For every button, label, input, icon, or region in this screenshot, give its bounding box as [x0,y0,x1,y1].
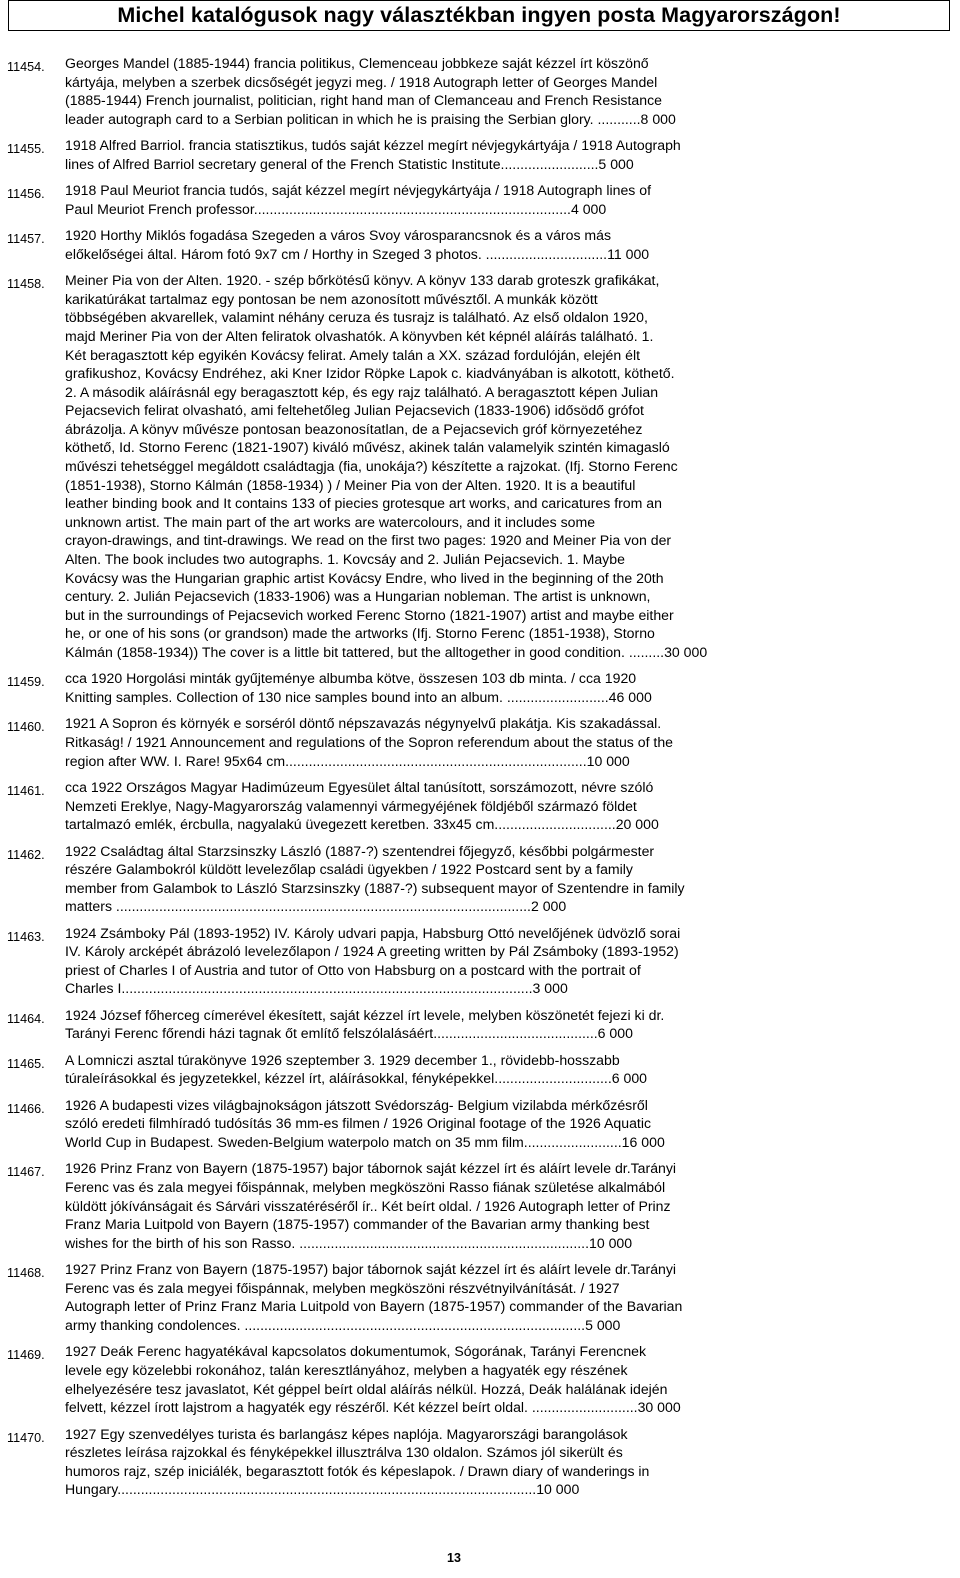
lot-item [0,1159,960,1252]
lot-number: 11467. [7,1165,45,1180]
lot-description-line: előkelőségei által. Három fotó 9x7 cm / Horthy in Szeged 3 photos. ...............................11 000 [65,245,650,262]
lot-description-line: IV. Károly arcképét ábrázoló levelezőlapon / 1924 A greeting written by Pál Zsámboky (1893-1952) [65,943,679,960]
lot-item [0,1342,960,1416]
lot-description-line: túraleírásokkal és jegyzetekkel, kézzel írt, aláírásokkal, fényképekkel..............................6 000 [65,1070,648,1087]
lot-description-line: Ritkaság! / 1921 Announcement and regulations of the Sopron referendum about the status of the [65,733,674,750]
lot-description-line: Autograph letter of Prinz Franz Maria Luitpold von Bayern (1875-1957) commander of the Bavarian [65,1298,683,1315]
lot-description-line: Alten. The book includes two autographs. 1. Kovcsáy and 2. Julián Pejacsevich. 1. Maybe [65,551,625,568]
lot-item [0,1096,960,1152]
lot-description [65,1006,897,1043]
lot-number: 11458. [7,277,45,292]
lot-number: 11460. [7,720,45,735]
lot-number: 11455. [7,142,45,157]
lot-description-line: grafikushoz, Kovácsy Endréhez, aki Kner Izidor Röpke Lapok c. kiadványában is alkotott, köthető. [65,365,675,382]
lot-description-line: crayon-drawings, and tint-drawings. We read on the first two pages: 1920 and Meiner Pia von der [65,532,672,549]
lot-number: 11456. [7,187,45,202]
lot-description-line: cca 1920 Horgolási minták gyűjteménye albumba kötve, összesen 103 db minta. / cca 1920 [65,670,637,687]
lot-item [0,1051,960,1088]
lot-description-line: leader autograph card to a Serbian politican in which he is praising the Serbian glory. ...........8 000 [65,110,676,127]
lot-description [65,924,897,998]
lot-description-line: lines of Alfred Barriol secretary general of the French Statistic Institute.........................5 000 [65,155,634,172]
lot-item [0,1006,960,1043]
lot-description-line: 1924 Zsámboky Pál (1893-1952) IV. Károly udvari papja, Habsburg Ottó nevelőjének üdvözlő sorai [65,924,681,941]
lot-description [65,842,897,916]
lot-description-line: Kovácsy was the Hungarian graphic artist Kovácsy Endre, who lived in the beginning of the 20th [65,569,664,586]
lot-item [0,226,960,263]
lot-description [65,54,897,128]
lot-description-line: Ferenc vas és zala megyei főispánnak, melyben megköszöni részvétnyilvánítását. / 1927 [65,1279,620,1296]
lot-item [0,924,960,998]
lot-description-line: 1926 Prinz Franz von Bayern (1875-1957) bajor tábornok saját kézzel írt és aláírt levele dr.Tarányi [65,1160,677,1177]
lot-description-line: kártyája, melyben a szerbek dicsőségét jegyzi meg. / 1918 Autograph letter of Georges Mandel [65,73,658,90]
lot-description-line: Charles I.........................................................................................................3 000 [65,980,568,997]
lot-item [0,669,960,706]
lot-number: 11457. [7,232,45,247]
lot-description-line: A Lomniczi asztal túrakönyve 1926 szeptember 3. 1929 december 1., rövidebb-hosszabb [65,1051,620,1068]
lot-description-line: (1885-1944) French journalist, politician, right hand man of Clemanceau and French Resistance [65,92,662,109]
lot-number: 11463. [7,929,45,944]
lot-item [0,1260,960,1334]
lot-description-line: küldött jókívánságait és Sárvári visszatéréséről ír.. Két beírt oldal. / 1926 Autograph letter of Prinz [65,1197,671,1214]
lot-description-line: but in the surroundings of Pejacsevich worked Ferenc Storno (1821-1907) artist and maybe either [65,606,674,623]
lot-description-line: 1927 Prinz Franz von Bayern (1875-1957) bajor tábornok saját kézzel írt és aláírt levele dr.Tarányi [65,1261,677,1278]
lot-description-line: 1922 Családtag által Starzsinszky László (1887-?) szentendrei főjegyző, későbbi polgármester [65,842,655,859]
lot-description-line: Tarányi Ferenc főrendi házi tagnak őt említő felszólalásáért..........................................6 000 [65,1025,633,1042]
lot-item [0,778,960,834]
lot-item [0,181,960,218]
lot-description [65,1260,897,1334]
lot-number: 11464. [7,1011,45,1026]
lot-description [65,1159,897,1252]
lot-number: 11469. [7,1348,45,1363]
lot-item [0,136,960,173]
lot-description-line: army thanking condolences. .......................................................................................5 000 [65,1316,621,1333]
lot-description-line: Meiner Pia von der Alten. 1920. - szép bőrkötésű könyv. A könyv 133 darab groteszk grafikákat, [65,272,660,289]
lot-description-line: köthető, Id. Storno Ferenc (1821-1907) kiváló művész, akinek talán valamelyik szintén kimagasló [65,439,670,456]
lot-description-line: szóló eredeti filmhíradó tudósítás 36 mm-es filmen / 1926 Original footage of the 1926 Aquatic [65,1115,652,1132]
lot-description-line: 1926 A budapesti vizes világbajnokságon játszott Svédország- Belgium vizilabda mérkőzésről [65,1096,648,1113]
lot-description-line: cca 1922 Országos Magyar Hadimúzeum Egyesület által tanúsított, sorszámozott, névre szóló [65,778,654,795]
lot-item [0,842,960,916]
lot-number: 11470. [7,1430,45,1445]
lot-description-line: 1918 Paul Meuriot francia tudós, saját kézzel megírt névjegykártyája / 1918 Autograph lines of [65,182,652,199]
lot-description-line: 1920 Horthy Miklós fogadása Szegeden a város Svoy városparancsnok és a város más [65,227,612,244]
lot-description-line: többségében akvarellek, valamint néhány ceruza és tusrajz is található. Az első oldalon 1920, [65,309,648,326]
lot-list [0,54,960,1507]
lot-description [65,1051,897,1088]
lot-description-line: region after WW. I. Rare! 95x64 cm.............................................................................10 000 [65,752,630,769]
lot-description-line: Hungary...........................................................................................................10 000 [65,1481,580,1498]
lot-description-line: Kálmán (1858-1934)) The cover is a little bit tattered, but the alltogether in good condition. .........30 000 [65,644,708,660]
lot-description [65,271,897,661]
lot-description-line: tartalmazó emlék, ércbulla, nagyalakú üvegezett keretben. 33x45 cm...............................20 000 [65,816,659,833]
lot-description-line: Pejacsevich felirat olvasható, ami feltehetőleg Julian Pejacsevich (1833-1906) idősödő grófot [65,402,644,419]
catalog-banner: Michel katalógusok nagy választékban ingyen posta Magyarországon! [8,0,950,31]
lot-description-line: member from Galambok to László Starzsinszky (1887-?) subsequent mayor of Szentendre in family [65,879,685,896]
lot-description [65,669,897,706]
lot-description-line: majd Meriner Pia von der Alten feliratok olvashatók. A könyvben két képnél aláírás található. 1. [65,327,654,344]
lot-item [0,714,960,770]
lot-number: 11454. [7,60,45,74]
lot-description-line: (1851-1938), Storno Kálmán (1858-1934) ) / Meiner Pia von der Alten. 1920. It is a beautiful [65,476,636,493]
lot-item [0,54,960,128]
lot-description-line: leather binding book and It contains 133 of piecies grotesque art works, and caricatures from an [65,495,662,512]
lot-number: 11459. [7,675,45,690]
lot-description-line: művészi tehetséggel megáldott családtagja (fia, unokája?) készítette a rajzokat. (Ifj. Storno Ferenc [65,458,678,475]
lot-description [65,778,897,834]
lot-description-line: 1924 József főherceg címerével ékesített, saját kézzel írt levele, melyben köszönetét fejezi ki dr. [65,1006,665,1023]
lot-description [65,1096,897,1152]
lot-description-line: levele egy közelebbi rokonához, talán keresztlányához, melyben a hagyaték egy részének [65,1361,628,1378]
lot-description-line: Franz Maria Luitpold von Bayern (1875-1957) commander of the Bavarian army thanking best [65,1216,650,1233]
lot-description-line: World Cup in Budapest. Sweden-Belgium waterpolo match on 35 mm film.........................16 000 [65,1134,665,1151]
lot-description-line: priest of Charles I of Austria and tutor of Otto von Habsburg on a postcard with the portrait of [65,961,641,978]
lot-description-line: Két beragasztott kép egyikén Kovácsy felirat. Amely talán a XX. század fordulóján, elején élt [65,346,641,363]
lot-description-line: Paul Meuriot French professor.................................................................................4 000 [65,200,607,217]
lot-description [65,181,897,218]
lot-description-line: felvett, kézzel írott lajstrom a hagyaték egy részéről. Két kézzel beírt oldal. ...........................30 000 [65,1399,681,1416]
lot-description-line: Ferenc vas és zala megyei főispánnak, melyben megköszöni Rasso fiának születése alkalmából [65,1179,666,1196]
lot-number: 11462. [7,847,45,862]
lot-description-line: he, or one of his sons (or grandson) made the artworks (Ifj. Storno Ferenc (1851-1938), Storno [65,625,655,642]
lot-description-line: elhelyezésére tesz javaslatot, Két géppel beírt oldal aláírás nélkül. Hozzá, Deák halálának idején [65,1380,668,1397]
lot-description-line: részletes leírása rajzokkal és fényképekkel illusztrálva 130 oldalon. Számos jól sikerült és [65,1444,623,1461]
page-number: 13 [447,1551,461,1565]
lot-description-line: humoros rajz, szép iniciálék, begarasztott fotók és képeslapok. / Drawn diary of wanderings in [65,1462,650,1479]
lot-description-line: ábrázolja. A könyv művésze pontosan beazonosítatlan, de a Pejacsevich gróf környezetéhez [65,420,643,437]
lot-description-line: 1927 Egy szenvedélyes turista és barlangász képes naplója. Magyarországi barangolások [65,1425,628,1442]
lot-description-line: 1918 Alfred Barriol. francia statisztikus, tudós saját kézzel megírt névjegykártyája / 1918 Autograph [65,137,681,154]
lot-description-line: Georges Mandel (1885-1944) francia politikus, Clemenceau jobbkeze saját kézzel írt köszönő [65,55,649,71]
lot-item [0,1425,960,1499]
lot-description [65,714,897,770]
lot-description-line: 1921 A Sopron és környék e sorséról döntő népszavazás négynyelvű plakátja. Kis szakadással. [65,715,662,732]
lot-description [65,136,897,173]
lot-number: 11461. [7,783,45,798]
lot-description-line: 1927 Deák Ferenc hagyatékával kapcsolatos dokumentumok, Sógorának, Tarányi Ferencnek [65,1343,647,1360]
lot-description-line: matters ..........................................................................................................2 000 [65,898,567,915]
lot-description-line: century. 2. Julián Pejacsevich (1833-1906) was a Hungarian nobleman. The artist is unknown, [65,588,651,605]
lot-description [65,226,897,263]
lot-description-line: Nemzeti Ereklye, Nagy-Magyarország valamennyi vármegyéjének földjéből származó földet [65,797,637,814]
lot-description-line: Knitting samples. Collection of 130 nice samples bound into an album. ..........................46 000 [65,688,652,705]
lot-description-line: karikatúrákat tartalmaz egy pontosan be nem azonosított művésztől. A munkák között [65,290,598,307]
lot-description [65,1425,897,1499]
lot-description-line: 2. A második aláírásnál egy beragasztott kép, és egy rajz található. A beragasztott képen Julian [65,383,659,400]
lot-number: 11468. [7,1266,45,1281]
lot-description [65,1342,897,1416]
lot-description-line: unknown artist. The main part of the art works are watercolours, and it includes some [65,513,596,530]
lot-description-line: részére Galambokról küldött levelezőlap családi ügyekben / 1922 Postcard sent by a family [65,861,633,878]
lot-number: 11465. [7,1056,45,1071]
lot-description-line: wishes for the birth of his son Rasso. ..........................................................................10 000 [65,1234,633,1251]
lot-item [0,271,960,661]
lot-number: 11466. [7,1101,45,1116]
